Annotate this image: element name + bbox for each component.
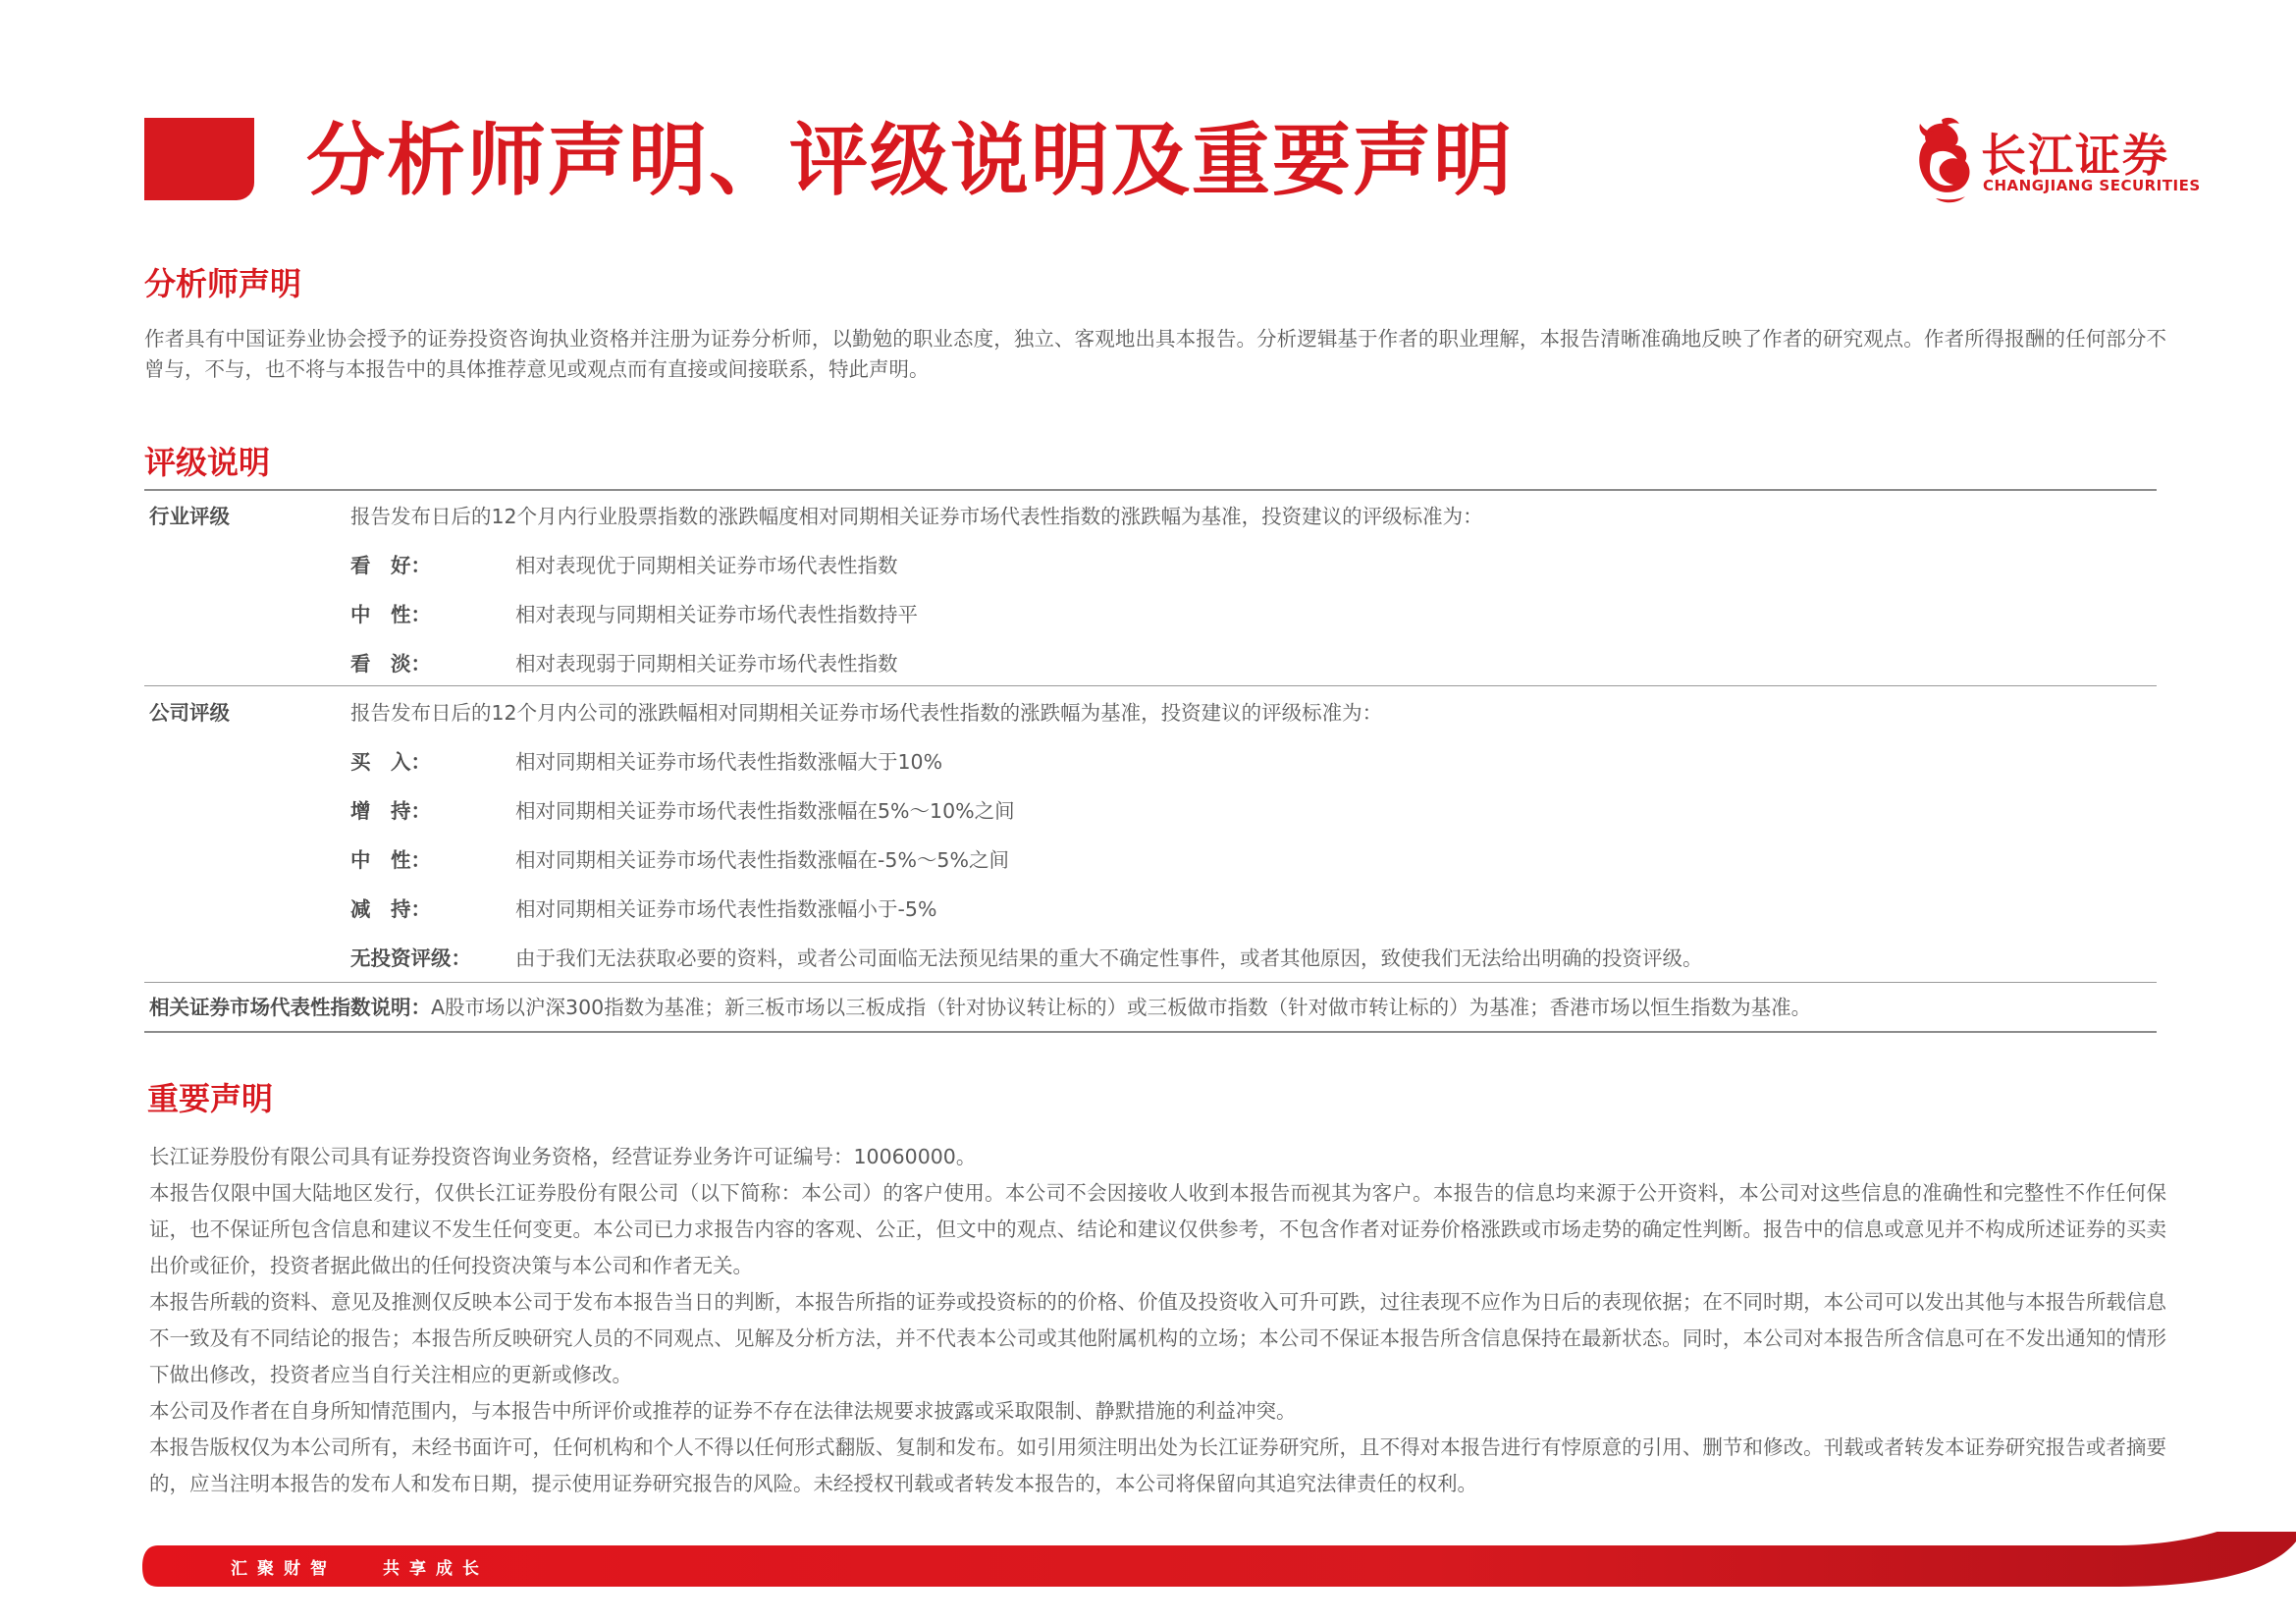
header-red-block: [144, 118, 254, 200]
index-note-label: 相关证券市场代表性指数说明：: [149, 996, 431, 1019]
company-rating-intro: 报告发布日后的12个月内公司的涨跌幅相对同期相关证券市场代表性指数的涨跌幅为基准，投资建议的评级标准为：: [350, 701, 1383, 725]
logo-english-name: CHANGJIANG SECURITIES: [1983, 177, 2201, 194]
company-item-label: 中 性：: [350, 848, 431, 872]
company-item-label: 买 入：: [350, 750, 431, 774]
rating-top-rule: [144, 489, 2157, 491]
company-item-desc: 相对同期相关证券市场代表性指数涨幅在5%～10%之间: [515, 799, 1015, 823]
industry-rating-label: 行业评级: [149, 505, 230, 528]
analyst-statement-title: 分析师声明: [144, 265, 302, 302]
industry-item-label: 看 好：: [350, 554, 431, 577]
important-statement-title: 重要声明: [147, 1080, 274, 1117]
analyst-statement-text: 作者具有中国证券业协会授予的证券投资咨询执业资格并注册为证券分析师，以勤勉的职业态度，独立、客观地出具本报告。分析逻辑基于作者的职业理解，本报告清晰准确地反映了作者的研究观点。作者所得报酬的任何部分不曾与，不与，也不将与本报告中的具体推荐意见或观点而有直接或间接联系，特此声明。: [144, 327, 2166, 381]
declaration-paragraph: 本公司及作者在自身所知情范围内，与本报告中所评价或推荐的证券不存在法律法规要求披露或采取限制、静默措施的利益冲突。: [149, 1399, 1297, 1423]
index-note: [149, 994, 1811, 1021]
industry-rating-intro: 报告发布日后的12个月内行业股票指数的涨跌幅度相对同期相关证券市场代表性指数的涨跌幅为基准，投资建议的评级标准为：: [350, 505, 1483, 528]
footer-slogan-1: 汇聚财智: [231, 1559, 337, 1579]
company-item-label: 增 持：: [350, 799, 431, 823]
industry-item-desc: 相对表现优于同期相关证券市场代表性指数: [515, 554, 898, 577]
company-item-desc: 由于我们无法获取必要的资料，或者公司面临无法预见结果的重大不确定性事件，或者其他原因，致使我们无法给出明确的投资评级。: [515, 947, 1703, 970]
company-item-desc: 相对同期相关证券市场代表性指数涨幅大于10%: [515, 750, 943, 774]
company-rating-label: 公司评级: [149, 701, 230, 725]
index-note-text: A股市场以沪深300指数为基准；新三板市场以三板成指（针对协议转让标的）或三板做市指数（针对做市转让标的）为基准；香港市场以恒生指数为基准。: [431, 996, 1812, 1019]
logo-chinese-name: 长江证券: [1981, 129, 2169, 182]
rating-bottom-rule: [144, 1031, 2157, 1033]
company-item-label: 无投资评级：: [350, 947, 471, 970]
phoenix-logo-icon: [1912, 116, 1977, 206]
industry-item-desc: 相对表现与同期相关证券市场代表性指数持平: [515, 603, 918, 626]
rating-note-rule: [144, 982, 2157, 983]
declaration-paragraph: 本报告所载的资料、意见及推测仅反映本公司于发布本报告当日的判断，本报告所指的证券或投资标的的价格、价值及投资收入可升可跌，过往表现不应作为日后的表现依据；在不同时期，本公司可以发出其他与本报告所载信息不一致及有不同结论的报告；本报告所反映研究人员的不同观点、见解及分析方法，并不代表本公司或其他附属机构的立场；本公司不保证本报告所含信息保持在最新状态。同时，本公司对本报告所含信息可在不发出通知的情形下做出修改，投资者应当自行关注相应的更新或修改。: [149, 1290, 2166, 1386]
company-item-desc: 相对同期相关证券市场代表性指数涨幅小于-5%: [515, 897, 937, 921]
declaration-paragraph: 长江证券股份有限公司具有证券投资咨询业务资格，经营证券业务许可证编号：10060000。: [149, 1145, 977, 1168]
rating-mid-rule: [144, 685, 2157, 686]
rating-title: 评级说明: [144, 444, 271, 481]
industry-item-label: 看 淡：: [350, 652, 431, 676]
declaration-paragraph: 本报告版权仅为本公司所有，未经书面许可，任何机构和个人不得以任何形式翻版、复制和发布。如引用须注明出处为长江证券研究所，且不得对本报告进行有悖原意的引用、删节和修改。刊载或者转发本证券研究报告或者摘要的，应当注明本报告的发布人和发布日期，提示使用证券研究报告的风险。未经授权刊载或者转发本报告的，本公司将保留向其追究法律责任的权利。: [149, 1435, 2166, 1495]
company-item-label: 减 持：: [350, 897, 431, 921]
industry-item-label: 中 性：: [350, 603, 431, 626]
footer-slogan-2: 共享成长: [383, 1559, 489, 1579]
industry-item-desc: 相对表现弱于同期相关证券市场代表性指数: [515, 652, 898, 676]
page-title: 分析师声明、评级说明及重要声明: [306, 115, 1514, 206]
company-logo: [1912, 116, 2201, 206]
important-statement-body: [149, 1139, 2166, 1502]
company-item-desc: 相对同期相关证券市场代表性指数涨幅在-5%～5%之间: [515, 848, 1009, 872]
declaration-paragraph: 本报告仅限中国大陆地区发行，仅供长江证券股份有限公司（以下简称：本公司）的客户使用。本公司不会因接收人收到本报告而视其为客户。本报告的信息均来源于公开资料，本公司对这些信息的准确性和完整性不作任何保证，也不保证所包含信息和建议不发生任何变更。本公司已力求报告内容的客观、公正，但文中的观点、结论和建议仅供参考，不包含作者对证券价格涨跌或市场走势的确定性判断。报告中的信息或意见并不构成所述证券的买卖出价或征价，投资者据此做出的任何投资决策与本公司和作者无关。: [149, 1181, 2166, 1277]
